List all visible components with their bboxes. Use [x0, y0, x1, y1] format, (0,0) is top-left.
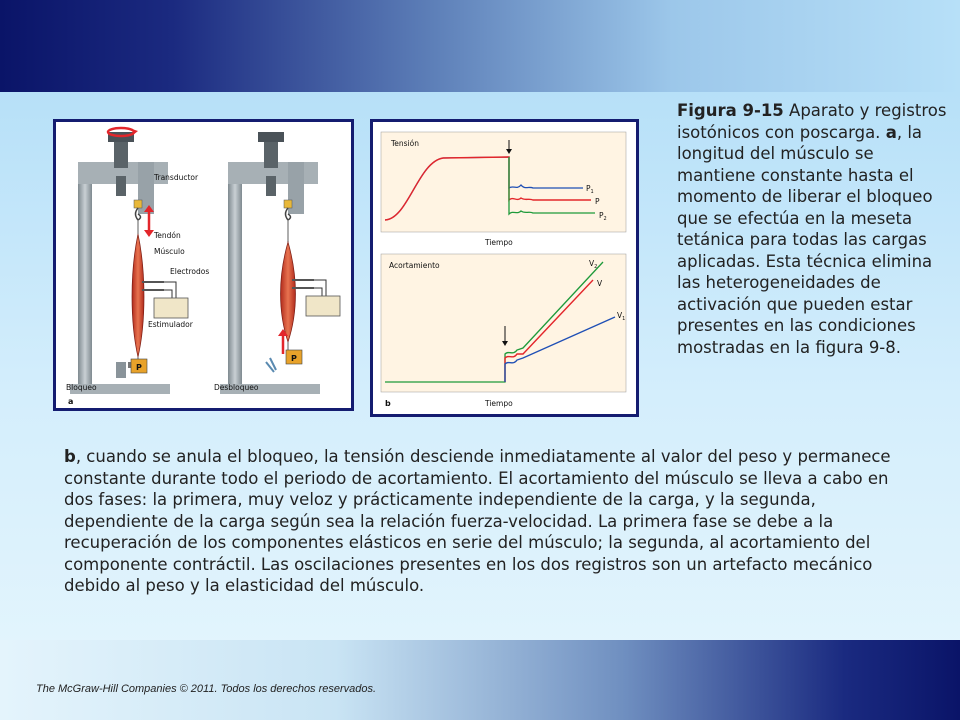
stand-left [70, 132, 170, 394]
panel-b-label: b [385, 399, 391, 408]
caption-text-1: Aparato y registros isotónicos con poscarga. [677, 101, 947, 142]
weight-left [128, 359, 147, 373]
figure-label: Figura 9-15 [677, 101, 784, 120]
label-p2: $P_2$ [599, 211, 607, 222]
block-left [116, 362, 126, 378]
muscle-left [132, 234, 144, 357]
label-v1: $V_1$ [617, 311, 626, 322]
label-p: P [595, 197, 600, 206]
label-tiempo-top: Tiempo [485, 238, 513, 247]
label-estimulador: Estimulador [148, 320, 193, 329]
body-text: , cuando se anula el bloqueo, la tensión desciende inmediatamente al valor del peso y permanece constante durante todo el periodo de acortamiento. El acortamiento del músculo se lleva a cabo en dos fases: la primera, muy veloz y prácticamente independiente de la carga, y la segunda, dependiente de la carga según sea la relación fuerza-velocidad. La primera fase se debe a la recuperación de los componentes elásticos en serie del músculo; la segunda, al acortamiento del componente contráctil. Las oscilaciones presentes en los dos registros son un artefacto mecánico debido al peso y la elasticidad del músculo. [64, 447, 891, 595]
label-tiempo-bottom: Tiempo [485, 399, 513, 408]
weight-right-label: P [291, 354, 297, 363]
label-p1: $P_1$ [586, 184, 594, 195]
stand-right [220, 132, 320, 394]
label-transductor: Transductor [154, 173, 199, 182]
apparatus-diagram [56, 122, 351, 408]
figure-panel-a [53, 119, 354, 411]
figure-caption [677, 100, 947, 358]
records-diagram [373, 122, 636, 414]
electrodes-right [292, 280, 340, 316]
header-band [0, 0, 960, 92]
label-desbloqueo: Desbloqueo [214, 383, 259, 392]
footer-band [0, 640, 960, 720]
body-paragraph [64, 446, 904, 597]
caption-letter-a: a [885, 122, 897, 142]
label-v2: $V_2$ [589, 259, 598, 270]
muscle-right [281, 242, 296, 342]
caption-text-2: , la longitud del músculo se mantiene constante hasta el momento de liberar el bloqueo que se efectúa en la meseta tetánica para todas las cargas aplicadas. Esta técnica elimina las heterogeneidades de activación que pueden estar presentes en las condiciones mostradas en la figura 9-8. [677, 122, 933, 357]
weight-right [286, 350, 302, 364]
label-bloqueo: Bloqueo [66, 383, 97, 392]
label-acortamiento: Acortamiento [389, 261, 440, 270]
electrodes-left [142, 282, 188, 318]
weight-left-label: P [136, 363, 142, 372]
label-musculo: Músculo [154, 247, 185, 256]
shortening-plot-bg [381, 254, 626, 392]
panel-a-label: a [68, 397, 74, 406]
body-letter-b: b [64, 447, 76, 466]
figure-panel-b [370, 119, 639, 417]
released-block [266, 358, 276, 372]
label-v: V [597, 279, 603, 288]
label-electrodos: Electrodos [170, 267, 210, 276]
copyright-footer: The McGraw-Hill Companies © 2011. Todos los derechos reservados. [36, 683, 377, 695]
label-tendon: Tendón [154, 231, 181, 240]
label-tension: Tensión [391, 139, 420, 148]
